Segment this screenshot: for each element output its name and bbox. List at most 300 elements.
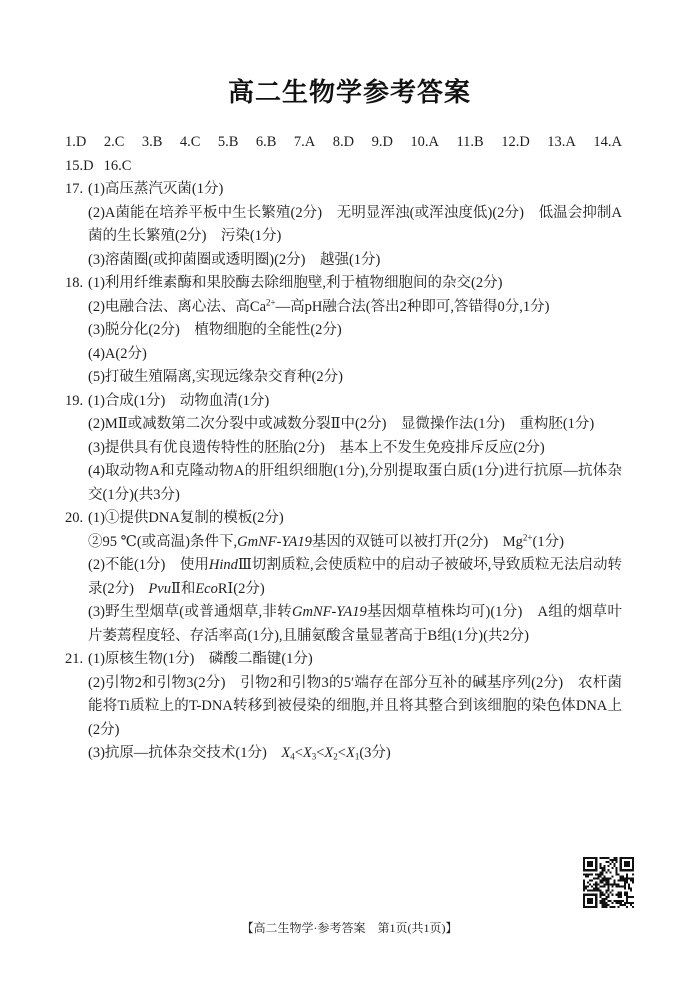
qr-module (616, 900, 618, 902)
qr-module (601, 894, 603, 896)
qr-module (624, 877, 626, 879)
qr-module (620, 896, 622, 898)
qr-module (601, 873, 603, 875)
qr-module (597, 877, 599, 879)
qr-module (632, 896, 634, 898)
qr-module (583, 902, 585, 904)
choice-row-2 (65, 155, 622, 179)
italic-text: X (324, 745, 334, 761)
qr-module (607, 890, 609, 892)
qr-module (603, 906, 605, 908)
qr-module (583, 859, 585, 861)
qr-module (632, 859, 634, 861)
qr-module (605, 884, 607, 886)
qr-module (587, 875, 589, 877)
qr-module (587, 857, 589, 859)
qr-module (595, 884, 597, 886)
answer-part: (1)①提供DNA复制的模板(2分) (88, 510, 284, 526)
qr-module (589, 869, 591, 871)
choice-answer: 13.A (547, 134, 576, 150)
qr-module (583, 869, 585, 871)
qr-module (632, 869, 634, 871)
qr-module (583, 863, 585, 865)
qr-module (591, 879, 593, 881)
qr-module (593, 906, 595, 908)
qr-module (612, 867, 614, 869)
qr-module (585, 888, 587, 890)
qr-module (632, 881, 634, 883)
answer-part: (3)溶菌圈(或抑菌圈或透明圈)(2分) 越强(1分) (88, 251, 381, 268)
qr-module (607, 888, 609, 890)
qr-module (630, 857, 632, 859)
qr-module (599, 873, 601, 875)
qr-module (618, 896, 620, 898)
qr-module (585, 857, 587, 859)
qr-module (616, 869, 618, 871)
qr-module (587, 906, 589, 908)
superscript: 2+ (522, 532, 533, 543)
qr-module (622, 879, 624, 881)
qr-module (607, 894, 609, 896)
answer-part: (4)取动物A和克隆动物A的肝组织细胞(1分),分别提取蛋白质(1分)进行抗原—抗体杂交(1分)(共3分) (88, 463, 622, 503)
qr-module (614, 863, 616, 865)
choice-row-1 (65, 131, 622, 155)
qr-module (599, 881, 601, 883)
answer-part: (1)合成(1分) 动物血清(1分) (88, 392, 270, 409)
qr-module (589, 873, 591, 875)
qr-module (630, 904, 632, 906)
qr-module (599, 857, 601, 859)
qr-module (589, 857, 591, 859)
qr-module (595, 865, 597, 867)
superscript: 2+ (266, 297, 276, 308)
qr-module (620, 900, 622, 902)
qr-module (593, 888, 595, 890)
qr-module (599, 900, 601, 902)
answer-body (65, 131, 622, 766)
qr-module (612, 902, 614, 904)
qr-module (624, 869, 626, 871)
qr-module (591, 857, 593, 859)
qr-module (632, 879, 634, 881)
qr-module (624, 861, 626, 863)
qr-module (607, 857, 609, 859)
question-number: 17. (65, 181, 84, 197)
qr-module (632, 857, 634, 859)
qr-module (583, 884, 585, 886)
qr-module (587, 894, 589, 896)
qr-module (607, 877, 609, 879)
qr-module (603, 898, 605, 900)
qr-module (589, 863, 591, 865)
qr-module (593, 884, 595, 886)
qr-module (603, 884, 605, 886)
question-parts (88, 648, 622, 766)
qr-module (614, 906, 616, 908)
qr-module (589, 900, 591, 902)
italic-text: X (302, 745, 312, 761)
qr-module (595, 896, 597, 898)
qr-module (628, 877, 630, 879)
answer-part: (2)引物2和引物3(2分) 引物2和引物3的5′端存在部分互补的碱基序列(2分) 农杆菌能将Ti质粒上的T-DNA转移到被侵染的细胞,并且将其整合到该细胞的染色体DNA上(2分) (88, 674, 622, 738)
answer-part: (4)A(2分) (88, 345, 147, 362)
italic-text: Eco (195, 580, 218, 597)
qr-module (593, 894, 595, 896)
qr-module (626, 902, 628, 904)
qr-module (599, 894, 601, 896)
qr-module (583, 890, 585, 892)
qr-module (622, 875, 624, 877)
qr-module (599, 871, 601, 873)
qr-module (614, 900, 616, 902)
answer-part: (3)提供具有优良遗传特性的胚胎(2分) 基本上不发生免疫排斥反应(2分) (88, 439, 545, 456)
qr-module (595, 904, 597, 906)
answer-part: (3)脱分化(2分) 植物细胞的全能性(2分) (88, 322, 342, 338)
qr-module (595, 906, 597, 908)
qr-module (622, 900, 624, 902)
choice-answer: 16.C (103, 157, 132, 174)
qr-module (605, 902, 607, 904)
qr-module (612, 884, 614, 886)
qr-module (591, 906, 593, 908)
page-footer: 【高二生物学·参考答案 第1页(共1页)】 (241, 921, 458, 935)
qr-module (601, 867, 603, 869)
qr-module (620, 865, 622, 867)
subscript: 1 (354, 751, 360, 762)
subscript: 2 (333, 751, 338, 762)
qr-module (612, 861, 614, 863)
qr-module (585, 886, 587, 888)
question-number: 20. (65, 510, 84, 526)
questions (65, 178, 622, 766)
qr-module (620, 879, 622, 881)
qr-module (599, 867, 601, 869)
qr-module (607, 884, 609, 886)
qr-module (624, 865, 626, 867)
qr-module (607, 900, 609, 902)
qr-module (616, 886, 618, 888)
qr-module (626, 896, 628, 898)
qr-module (601, 871, 603, 873)
qr-module (630, 888, 632, 890)
qr-module (624, 881, 626, 883)
choice-answer: 1.D (65, 134, 87, 150)
qr-module (603, 902, 605, 904)
qr-module (583, 881, 585, 883)
qr-module (614, 884, 616, 886)
qr-module (601, 857, 603, 859)
qr-module (599, 890, 601, 892)
italic-text: Hind (208, 557, 238, 573)
qr-module (587, 881, 589, 883)
qr-module (603, 875, 605, 877)
choice-answer: 10.A (410, 134, 439, 150)
qr-module (624, 857, 626, 859)
subscript: 3 (311, 751, 317, 762)
answer-part: (2)A菌能在培养平板中生长繁殖(2分) 无明显浑浊(或浑浊度低)(2分) 低温会抑制A菌的生长繁殖(2分) 污染(1分) (88, 204, 622, 244)
qr-module (620, 877, 622, 879)
qr-module (603, 886, 605, 888)
qr-module (616, 861, 618, 863)
qr-module (589, 898, 591, 900)
qr-module (587, 902, 589, 904)
qr-module (624, 879, 626, 881)
qr-module (610, 892, 612, 894)
qr-module (605, 906, 607, 908)
qr-module (618, 879, 620, 881)
answer-part: (2)MⅡ或减数第二次分裂中或减数分裂Ⅱ中(2分) 显微操作法(1分) 重构胚(1分) (88, 416, 595, 432)
italic-text: Pvu (148, 580, 171, 597)
qr-module (616, 873, 618, 875)
qr-module (595, 890, 597, 892)
qr-module (583, 873, 585, 875)
qr-module (583, 865, 585, 867)
qr-module (628, 886, 630, 888)
qr-module (601, 898, 603, 900)
qr-module (587, 873, 589, 875)
qr-module (630, 877, 632, 879)
qr-module (605, 896, 607, 898)
question-21 (65, 648, 622, 766)
qr-module (583, 886, 585, 888)
qr-module (595, 867, 597, 869)
qr-module (597, 873, 599, 875)
qr-module (626, 861, 628, 863)
qr-module (601, 869, 603, 871)
qr-module (585, 894, 587, 896)
qr-module (616, 884, 618, 886)
choice-answer: 3.B (141, 134, 163, 150)
qr-module (620, 867, 622, 869)
qr-module (601, 881, 603, 883)
qr-module (605, 904, 607, 906)
italic-text: X (345, 745, 355, 761)
choice-answer: 7.A (293, 134, 316, 150)
qr-module (610, 863, 612, 865)
qr-module (599, 865, 601, 867)
qr-module (583, 904, 585, 906)
qr-module (605, 871, 607, 873)
qr-module (618, 873, 620, 875)
page-title: 高二生物学参考答案 (227, 77, 471, 107)
qr-module (618, 886, 620, 888)
qr-module (620, 869, 622, 871)
qr-module (630, 896, 632, 898)
qr-module (618, 900, 620, 902)
qr-module (601, 906, 603, 908)
qr-module (593, 869, 595, 871)
qr-module (605, 881, 607, 883)
qr-module (589, 902, 591, 904)
qr-module (624, 863, 626, 865)
qr-module (591, 865, 593, 867)
choice-answer: 6.B (255, 134, 277, 150)
qr-module (626, 869, 628, 871)
qr-module (597, 875, 599, 877)
qr-module (626, 875, 628, 877)
qr-module (620, 863, 622, 865)
qr-module (618, 892, 620, 894)
qr-module (630, 902, 632, 904)
answer-part: (1)高压蒸汽灭菌(1分) (88, 181, 224, 197)
qr-module (628, 857, 630, 859)
qr-module (603, 879, 605, 881)
answer-part: (3)抗原—抗体杂交技术(1分) $X_4<X_3<X_2<X_1(3$分) (88, 745, 391, 762)
qr-module (595, 886, 597, 888)
qr-module (601, 879, 603, 881)
question-18 (65, 272, 622, 390)
qr-module (599, 875, 601, 877)
qr-module (589, 861, 591, 863)
question-20 (65, 507, 622, 648)
answer-part: (2)电融合法、离心法、高$Ca^{2+}—$高pH融合法(答出2种即可,答错得0分,1分) (88, 297, 550, 315)
question-parts (88, 507, 622, 648)
qr-module (603, 857, 605, 859)
qr-module (587, 886, 589, 888)
answer-part: ②95 ℃(或高温)条件下,GmNF-YA19基因的双链可以被打开(2分) $Mg^{2+}(1$分) (88, 532, 564, 550)
qr-module (616, 894, 618, 896)
qr-module (583, 906, 585, 908)
qr-module (583, 900, 585, 902)
qr-module (628, 902, 630, 904)
qr-module (620, 859, 622, 861)
qr-module (587, 865, 589, 867)
qr-module (628, 865, 630, 867)
choice-answer: 4.C (179, 134, 201, 150)
qr-module (591, 898, 593, 900)
qr-module (601, 877, 603, 879)
qr-module (610, 906, 612, 908)
qr-module (630, 879, 632, 881)
answer-part: (3)野生型烟草(或普通烟草,非转GmNF-YA19基因烟草植株均可)(1分) A组的烟草叶片萎蔫程度轻、存活率高(1分),且脯氨酸含量显著高于B组(1分)(共2分) (88, 604, 622, 644)
qr-module (607, 865, 609, 867)
qr-module (620, 886, 622, 888)
qr-module (612, 906, 614, 908)
qr-module (585, 906, 587, 908)
qr-module (630, 890, 632, 892)
qr-module (628, 896, 630, 898)
qr-module (632, 863, 634, 865)
qr-module (591, 869, 593, 871)
qr-module (626, 900, 628, 902)
qr-module (595, 869, 597, 871)
qr-module (607, 886, 609, 888)
qr-module (593, 857, 595, 859)
qr-module (632, 902, 634, 904)
qr-module (622, 904, 624, 906)
qr-module (620, 902, 622, 904)
qr-module (601, 886, 603, 888)
qr-module (622, 869, 624, 871)
qr-module (583, 867, 585, 869)
qr-module (587, 863, 589, 865)
qr-module (632, 877, 634, 879)
qr-module (605, 890, 607, 892)
qr-module (585, 869, 587, 871)
qr-module (616, 867, 618, 869)
question-parts (88, 178, 622, 272)
qr-module (614, 881, 616, 883)
qr-module (620, 861, 622, 863)
qr-module (618, 884, 620, 886)
qr-module (593, 890, 595, 892)
qr-module (620, 892, 622, 894)
qr-module (591, 863, 593, 865)
italic-text: GmNF-YA19 (237, 533, 312, 550)
qr-module (626, 863, 628, 865)
qr-module (605, 861, 607, 863)
qr-module (583, 861, 585, 863)
qr-module (599, 863, 601, 865)
qr-module (589, 890, 591, 892)
qr-module (607, 904, 609, 906)
qr-module (628, 888, 630, 890)
qr-module (591, 886, 593, 888)
qr-code (583, 857, 634, 908)
qr-module (622, 886, 624, 888)
qr-module (601, 900, 603, 902)
qr-module (583, 896, 585, 898)
choice-answer: 5.B (217, 134, 239, 150)
qr-module (624, 902, 626, 904)
qr-module (595, 888, 597, 890)
qr-module (622, 857, 624, 859)
qr-module (616, 871, 618, 873)
qr-module (610, 884, 612, 886)
qr-module (614, 859, 616, 861)
qr-module (595, 861, 597, 863)
qr-module (626, 877, 628, 879)
qr-module (595, 857, 597, 859)
qr-module (603, 877, 605, 879)
question-parts (88, 272, 622, 390)
qr-module (595, 873, 597, 875)
question-parts (88, 390, 622, 508)
italic-text: GmNF-YA19 (292, 604, 367, 620)
question-19 (65, 390, 622, 508)
qr-module (607, 879, 609, 881)
qr-module (595, 902, 597, 904)
qr-module (618, 906, 620, 908)
qr-module (599, 879, 601, 881)
qr-module (591, 861, 593, 863)
subscript: 4 (290, 751, 295, 762)
qr-module (622, 877, 624, 879)
qr-module (585, 875, 587, 877)
qr-module (591, 894, 593, 896)
choice-answer: 9.D (371, 134, 393, 150)
qr-module (605, 857, 607, 859)
qr-module (587, 869, 589, 871)
choice-answer: 2.C (103, 134, 125, 150)
qr-module (583, 857, 585, 859)
qr-module (603, 869, 605, 871)
qr-module (632, 867, 634, 869)
qr-module (626, 898, 628, 900)
qr-module (603, 867, 605, 869)
qr-module (624, 888, 626, 890)
qr-module (628, 869, 630, 871)
question-number: 19. (65, 392, 84, 409)
qr-module (589, 906, 591, 908)
qr-module (614, 879, 616, 881)
qr-module (632, 873, 634, 875)
qr-module (599, 896, 601, 898)
qr-module (605, 892, 607, 894)
qr-module (612, 886, 614, 888)
qr-module (618, 894, 620, 896)
qr-module (599, 886, 601, 888)
